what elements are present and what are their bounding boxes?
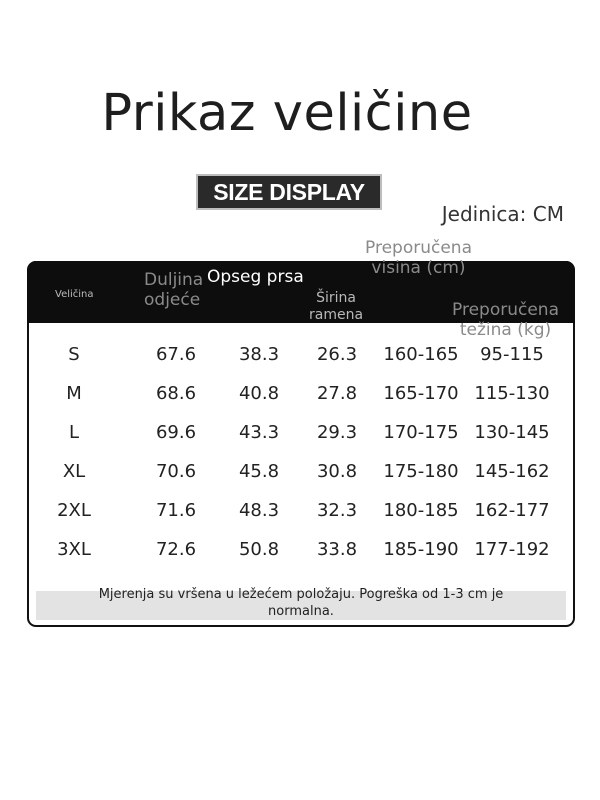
cell-weight: 145-162 — [474, 461, 550, 482]
table-row — [27, 500, 575, 524]
cell-length: 70.6 — [155, 461, 197, 482]
cell-height: 175-180 — [383, 461, 459, 482]
cell-size: M — [66, 383, 82, 404]
cell-weight: 177-192 — [474, 539, 550, 560]
cell-size: L — [68, 422, 80, 443]
measurement-note — [36, 587, 566, 621]
cell-height: 185-190 — [383, 539, 459, 560]
table-row — [27, 422, 575, 446]
table-row — [27, 383, 575, 407]
cell-shoulder: 32.3 — [316, 500, 358, 521]
cell-chest: 50.8 — [238, 539, 280, 560]
cell-shoulder: 33.8 — [316, 539, 358, 560]
header-garment-length-line2: odjeće — [144, 290, 201, 311]
cell-size: 3XL — [57, 539, 91, 560]
cell-chest: 48.3 — [238, 500, 280, 521]
measurement-note-text: Mjerenja su vršena u ležećem položaju. Pogreška od 1-3 cm je normalna. — [98, 587, 504, 619]
header-size: Veličina — [55, 289, 94, 300]
cell-length: 67.6 — [155, 344, 197, 365]
header-recommended-weight-line1: Preporučena — [452, 300, 559, 320]
cell-size: S — [68, 344, 80, 365]
cell-height: 165-170 — [383, 383, 459, 404]
table-row — [27, 539, 575, 563]
header-shoulder-width-line1: Širina — [316, 290, 356, 306]
cell-weight: 115-130 — [474, 383, 550, 404]
header-recommended-weight-line2: težina (kg) — [459, 320, 552, 341]
size-display-badge: SIZE DISPLAY — [196, 174, 382, 210]
cell-size: XL — [62, 461, 86, 482]
cell-shoulder: 27.8 — [316, 383, 358, 404]
cell-height: 160-165 — [383, 344, 459, 365]
cell-chest: 45.8 — [238, 461, 280, 482]
header-chest: Opseg prsa — [207, 267, 304, 287]
header-recommended-height-line1: Preporučena — [365, 238, 472, 258]
page-title: Prikaz veličine — [101, 84, 473, 143]
header-shoulder-width-line2: ramena — [309, 306, 364, 323]
cell-length: 68.6 — [155, 383, 197, 404]
unit-label: Jedinica: CM — [441, 202, 564, 226]
cell-length: 72.6 — [155, 539, 197, 560]
table-row — [27, 461, 575, 485]
cell-shoulder: 30.8 — [316, 461, 358, 482]
cell-weight: 162-177 — [474, 500, 550, 521]
header-recommended-height-line2: visina (cm) — [371, 258, 466, 279]
header-recommended-weight — [452, 300, 559, 341]
cell-height: 180-185 — [383, 500, 459, 521]
header-shoulder-width — [309, 290, 363, 324]
table-row — [27, 344, 575, 368]
cell-weight: 130-145 — [474, 422, 550, 443]
cell-chest: 43.3 — [238, 422, 280, 443]
cell-weight: 95-115 — [480, 344, 544, 365]
header-recommended-height — [365, 238, 472, 279]
cell-shoulder: 29.3 — [316, 422, 358, 443]
header-garment-length-line1: Duljina — [144, 270, 204, 290]
cell-shoulder: 26.3 — [316, 344, 358, 365]
cell-chest: 40.8 — [238, 383, 280, 404]
cell-length: 69.6 — [155, 422, 197, 443]
cell-length: 71.6 — [155, 500, 197, 521]
cell-size: 2XL — [57, 500, 91, 521]
cell-chest: 38.3 — [238, 344, 280, 365]
header-garment-length — [144, 270, 203, 311]
cell-height: 170-175 — [383, 422, 459, 443]
